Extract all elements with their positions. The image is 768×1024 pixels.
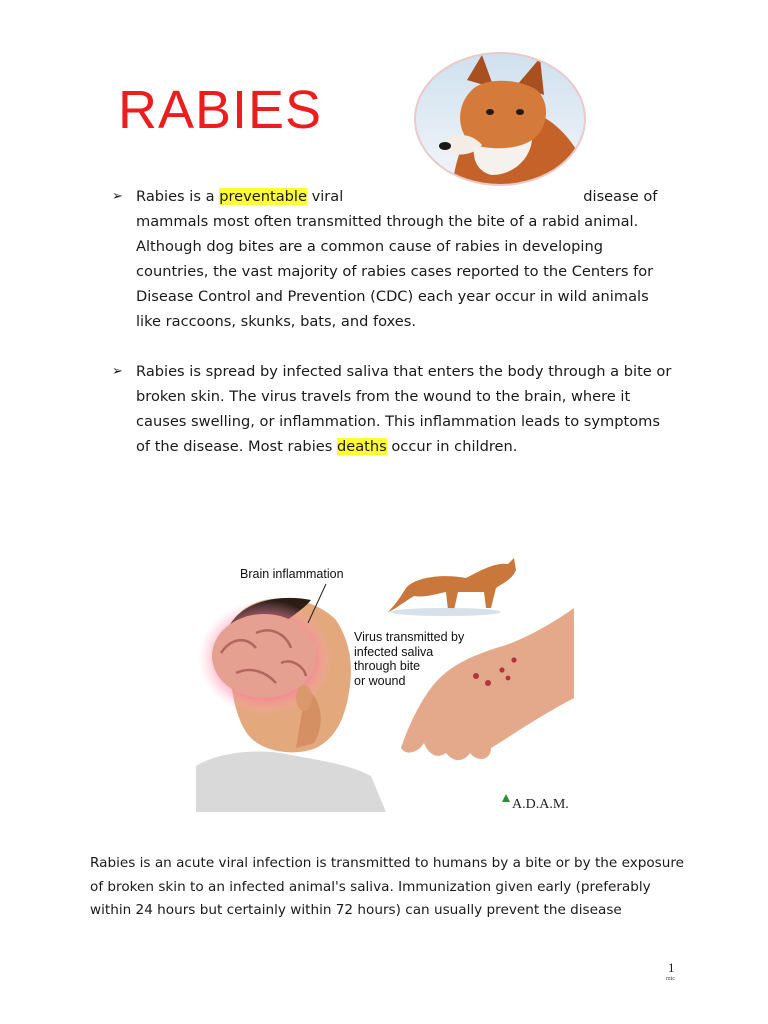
label-virus-1: Virus transmitted by (354, 630, 465, 644)
bullet-list (112, 184, 678, 484)
bullet-text: Rabies is spread by infected saliva that enters the body through a bite or broken skin. The virus travels from the wound to the brain, where it causes swelling, or inflammation. This inflammation leads to symptoms of the disease. Most rabies (136, 363, 672, 455)
label-virus-2: infected saliva (354, 645, 434, 659)
label-virus-3: through bite (354, 659, 421, 673)
page-number: 1 (668, 960, 675, 975)
rabies-transmission-illustration (196, 548, 574, 812)
page-footer-note: mtc (666, 976, 675, 982)
arrow-bullet-icon: ➢ (112, 364, 123, 379)
arrow-bullet-icon: ➢ (112, 189, 123, 204)
highlight-text: preventable (219, 188, 307, 205)
label-brain-inflammation: Brain inflammation (240, 567, 344, 581)
bullet-item-saliva: ➢ Rabies is spread by infected saliva that enters the body through a bite or broken skin. The virus travels from the wound to the brain, where it causes swelling, or inflammation. This inflammation leads to symptoms of the disease. Most rabies deaths occur in children. (112, 359, 678, 459)
highlight-text: deaths (336, 438, 387, 455)
adam-logo: A.D.A.M. (512, 797, 569, 812)
summary-paragraph: Rabies is an acute viral infection is transmitted to humans by a bite or by the exposure of broken skin to an infected animal's saliva. Immunization given early (preferably within 24 hours but certainly within 72 hours) can usually prevent the disease (90, 855, 685, 918)
fox-photo (412, 50, 588, 188)
bullet-text: Rabies is a (136, 188, 220, 205)
page-title: RABIES (118, 80, 323, 140)
label-virus-4: or wound (354, 674, 406, 688)
bullet-item-preventable: ➢ Rabies is a preventable viral disease of mammals most often transmitted through the bite of a rabid animal. Although dog bites are a common cause of rabies in developing countries, the vast majority of rabies cases reported to the Centers for Disease Control and Prevention (CDC) each year occur in wild animals like raccoons, skunks, bats, and foxes. (112, 184, 678, 334)
